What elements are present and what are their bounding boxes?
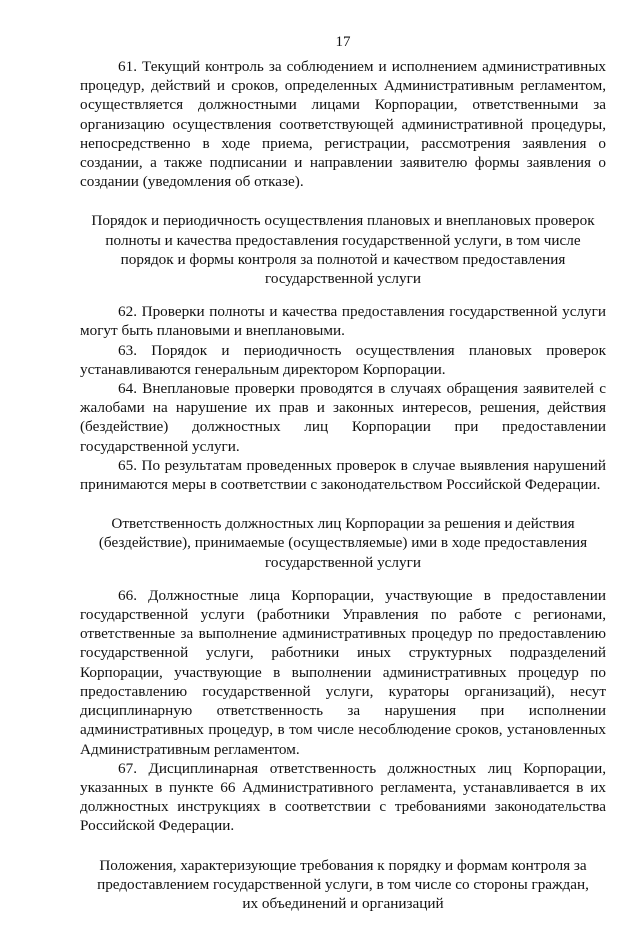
paragraph-67: 67. Дисциплинарная ответственность должностных лиц Корпорации, указанных в пункте 66 Административного регламента, устанавливается в их должностных инструкциях в соответствии с требованиями законодательства Российской Федерации. — [80, 759, 606, 835]
paragraph-63: 63. Порядок и периодичность осуществления плановых проверок устанавливаются генеральным директором Корпорации. — [80, 341, 606, 378]
page-number: 17 — [335, 34, 351, 50]
paragraph-62: 62. Проверки полноты и качества предоставления государственной услуги могут быть плановыми и внеплановыми. — [80, 303, 606, 340]
paragraph-61: 61. Текущий контроль за соблюдением и исполнением административных процедур, действий и сроков, определенных Административным регламентом, осуществляется должностными лицами Корпорации, ответственными за организацию осуществления соответствующей административной процедуры, непосредственно в ходе приема, регистрации, рассмотрения заявления о создании, а также подписании и направлении заявителю формы заявления о создании (уведомления об отказе). — [80, 58, 606, 191]
paragraph-64: 64. Внеплановые проверки проводятся в случаях обращения заявителей с жалобами на нарушение их прав и законных интересов, решения, действия (бездействие) должностных лиц Корпорации при предоставлении государственной услуги. — [80, 380, 606, 455]
document-page — [80, 34, 606, 927]
section-heading-control-provisions: Положения, характеризующие требования к порядку и формам контроля за предоставлением государственной услуги, в том числе со стороны граждан, их объединений и организаций — [97, 856, 589, 912]
section-heading-inspections: Порядок и периодичность осуществления плановых и внеплановых проверок полноты и качества предоставления государственной услуги, в том числе порядок и формы контроля за полнотой и качеством предоставления государственной услуги — [91, 212, 595, 288]
paragraph-65: 65. По результатам проведенных проверок в случае выявления нарушений принимаются меры в соответствии с законодательством Российской Федерации. — [80, 456, 606, 494]
paragraph-66: 66. Должностные лица Корпорации, участвующие в предоставлении государственной услуги (работники Управления по работе с регионами, ответственные за выполнение административных процедур по предоставлению государственной услуги, работники иных структурных подразделений Корпорации, участвующие в выполнении административных процедур по предоставлению государственной услуги, кураторы организаций), несут дисциплинарную ответственность за нарушения при исполнении административных процедур, в том числе несоблюдение сроков, установленных Административным регламентом. — [80, 586, 606, 758]
section-heading-responsibility: Ответственность должностных лиц Корпорации за решения и действия (бездействие), принимаемые (осуществляемые) ими в ходе предоставления государственной услуги — [98, 515, 588, 571]
